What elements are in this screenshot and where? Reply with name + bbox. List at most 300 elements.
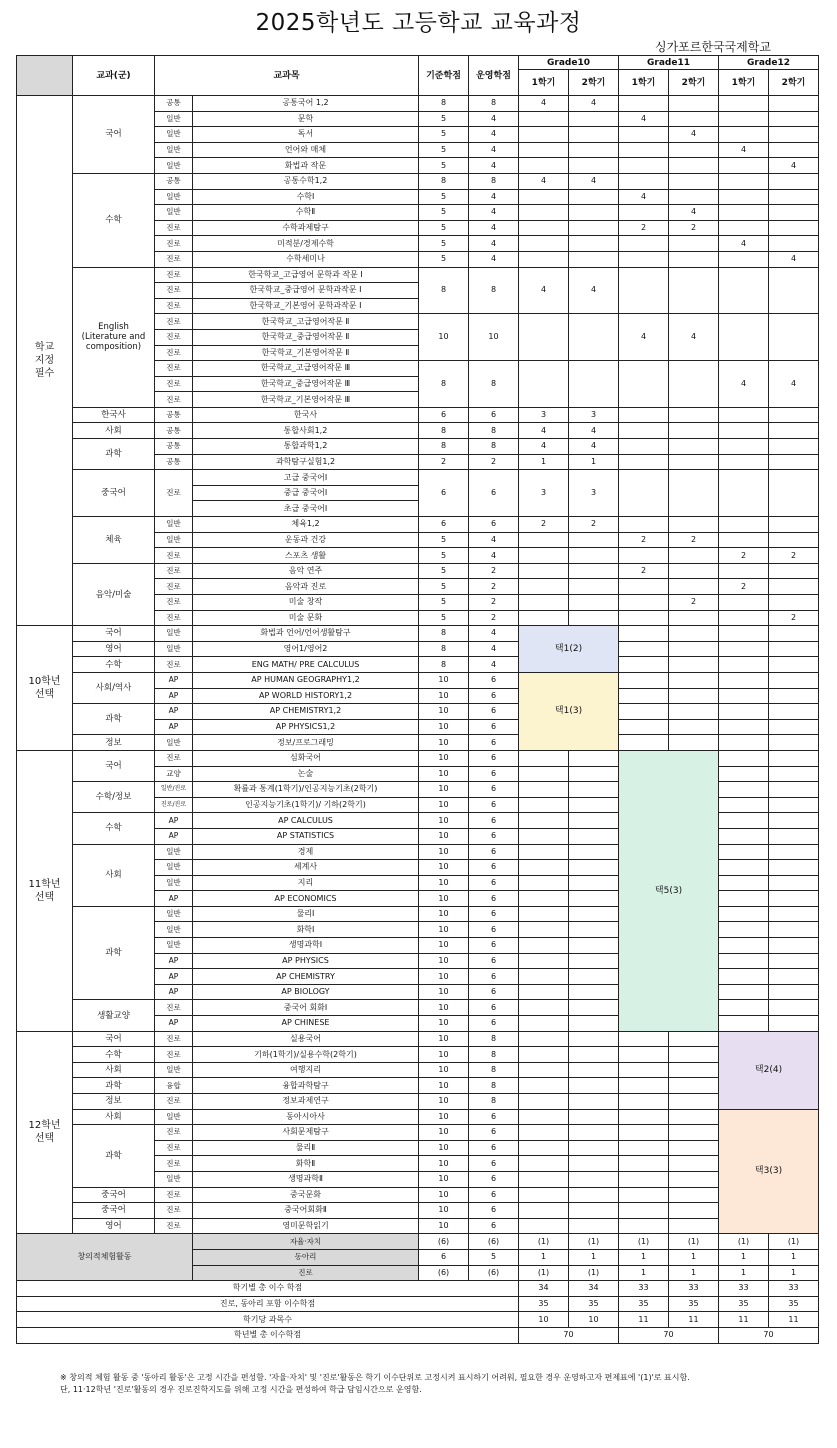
total-value: 10: [519, 1312, 569, 1328]
grade-credit: [769, 423, 819, 439]
group-english: 영어: [73, 641, 155, 657]
std-credit: 8: [419, 361, 469, 408]
std-credit: 10: [419, 1016, 469, 1032]
group-social: 사회: [73, 844, 155, 906]
course-category: AP: [155, 719, 193, 735]
course-category: 진로: [155, 563, 193, 579]
grade-credit: [669, 189, 719, 205]
op-credit: 6: [469, 797, 519, 813]
grade-credit: (1): [719, 1234, 769, 1250]
course-category: 융합: [155, 1078, 193, 1094]
grade-credit: [669, 704, 719, 720]
grade-credit: [619, 236, 669, 252]
course-group: 사회: [73, 1109, 155, 1125]
grade-credit: [769, 688, 819, 704]
grade-credit: [719, 844, 769, 860]
creative-activity-name: 진로: [193, 1265, 419, 1281]
grade-credit: [619, 127, 669, 143]
std-credit: 8: [419, 423, 469, 439]
op-credit: 6: [469, 1125, 519, 1141]
grade-credit: [569, 766, 619, 782]
grade-credit: [619, 1078, 669, 1094]
grade-credit: 4: [719, 142, 769, 158]
grade-credit: [669, 158, 719, 174]
grade-credit: [519, 766, 569, 782]
header-semester: 2학기: [769, 70, 819, 96]
std-credit: 5: [419, 236, 469, 252]
grade-credit: [769, 517, 819, 533]
total-value: 33: [619, 1281, 669, 1297]
std-credit: 8: [419, 439, 469, 455]
course-category: 진로: [155, 1094, 193, 1110]
table-row: [17, 1125, 819, 1141]
grade-credit: [619, 439, 669, 455]
grade-credit: [619, 704, 669, 720]
grade-credit: [569, 595, 619, 611]
std-credit: 5: [419, 158, 469, 174]
std-credit: 10: [419, 782, 469, 798]
op-credit: 8: [469, 439, 519, 455]
grade-credit: [519, 205, 569, 221]
table-row: [17, 470, 819, 486]
grade-credit: [719, 688, 769, 704]
std-credit: 10: [419, 1062, 469, 1078]
grade-credit: 4: [769, 251, 819, 267]
std-credit: 8: [419, 267, 469, 314]
std-credit: 10: [419, 672, 469, 688]
group-history: 한국사: [73, 407, 155, 423]
grade-credit: 2: [619, 532, 669, 548]
total-value: 70: [619, 1327, 719, 1343]
course-category: 일반: [155, 127, 193, 143]
total-value: 70: [719, 1327, 819, 1343]
grade-credit: [569, 1218, 619, 1234]
grade-credit: [519, 953, 569, 969]
course-name: 인공지능기초(1학기)/ 기하(2학기): [193, 797, 419, 813]
grade-credit: [669, 267, 719, 314]
grade-credit: [569, 142, 619, 158]
grade-credit: 1: [619, 1249, 669, 1265]
grade-credit: [669, 251, 719, 267]
grade-credit: [719, 782, 769, 798]
table-row: [17, 1031, 819, 1047]
std-credit: 6: [419, 407, 469, 423]
course-category: 일반: [155, 906, 193, 922]
course-name: 생명과학Ⅰ: [193, 938, 419, 954]
grade-credit: [519, 548, 569, 564]
course-category: AP: [155, 688, 193, 704]
op-credit: 6: [469, 517, 519, 533]
op-credit: 4: [469, 127, 519, 143]
total-value: 10: [569, 1312, 619, 1328]
grade-credit: [619, 595, 669, 611]
creative-activity-name: 자율·자치: [193, 1234, 419, 1250]
grade-credit: [619, 1218, 669, 1234]
grade-credit: [719, 470, 769, 517]
grade-credit: [719, 563, 769, 579]
grade-credit: [569, 1203, 619, 1219]
std-credit: 8: [419, 626, 469, 642]
header-blank: [17, 56, 73, 96]
grade-credit: [719, 1000, 769, 1016]
grade-credit: 4: [569, 173, 619, 189]
grade-credit: 3: [569, 407, 619, 423]
op-credit: 6: [469, 735, 519, 751]
grade-credit: [619, 1187, 669, 1203]
course-category: 진로: [155, 470, 193, 517]
grade-credit: [669, 672, 719, 688]
grade-credit: [669, 610, 719, 626]
grade-credit: [719, 891, 769, 907]
total-value: 33: [669, 1281, 719, 1297]
course-category: 일반: [155, 922, 193, 938]
course-name: AP PHYSICS1,2: [193, 719, 419, 735]
grade-credit: [619, 423, 669, 439]
table-row: [17, 750, 819, 766]
grade-credit: [519, 1171, 569, 1187]
course-category: 진로: [155, 1000, 193, 1016]
table-row: [17, 407, 819, 423]
grade-credit: [519, 984, 569, 1000]
grade-credit: [619, 688, 669, 704]
header-subject: 교과목: [155, 56, 419, 96]
table-row: [17, 1234, 819, 1250]
course-category: 진로: [155, 329, 193, 345]
course-category: 진로: [155, 345, 193, 361]
grade-credit: [519, 563, 569, 579]
grade-credit: 4: [669, 205, 719, 221]
course-name: 한국학교_기본영어작문 Ⅲ: [193, 392, 419, 408]
grade-credit: [769, 797, 819, 813]
grade-credit: [569, 782, 619, 798]
std-credit: 10: [419, 938, 469, 954]
grade-credit: [669, 579, 719, 595]
course-group: 영어: [73, 1218, 155, 1234]
std-credit: 6: [419, 1249, 469, 1265]
course-group: 정보: [73, 1094, 155, 1110]
grade-credit: 4: [569, 267, 619, 314]
grade-credit: [769, 828, 819, 844]
grade-credit: [619, 361, 669, 408]
course-name: 수학세미나: [193, 251, 419, 267]
total-value: 34: [569, 1281, 619, 1297]
grade-credit: [719, 517, 769, 533]
op-credit: 4: [469, 236, 519, 252]
grade-credit: [519, 1078, 569, 1094]
std-credit: 10: [419, 1031, 469, 1047]
grade-credit: [769, 96, 819, 112]
course-category: 진로: [155, 1218, 193, 1234]
table-row: [17, 423, 819, 439]
course-category: 진로: [155, 376, 193, 392]
op-credit: 6: [469, 906, 519, 922]
total-label: 학년별 총 이수학점: [17, 1327, 519, 1343]
group-science: 과학: [73, 704, 155, 735]
course-name: 화법과 작문: [193, 158, 419, 174]
course-name: 영미문학읽기: [193, 1218, 419, 1234]
grade-credit: [669, 142, 719, 158]
grade-credit: [519, 922, 569, 938]
std-credit: 10: [419, 750, 469, 766]
grade-credit: [669, 548, 719, 564]
grade-credit: [519, 1062, 569, 1078]
course-name: 미술 창작: [193, 595, 419, 611]
grade-credit: [569, 844, 619, 860]
std-credit: 10: [419, 891, 469, 907]
course-name: 정보/프로그래밍: [193, 735, 419, 751]
course-group: 과학: [73, 1078, 155, 1094]
grade-credit: [769, 439, 819, 455]
std-credit: 8: [419, 657, 469, 673]
grade-credit: [519, 220, 569, 236]
std-credit: 10: [419, 1187, 469, 1203]
group-social-history: 사회/역사: [73, 672, 155, 703]
grade-credit: 4: [619, 314, 669, 361]
grade-credit: [619, 1109, 669, 1125]
grade-credit: [569, 860, 619, 876]
std-credit: 10: [419, 735, 469, 751]
op-credit: 6: [469, 704, 519, 720]
group-korean: 국어: [73, 750, 155, 781]
group-math-info: 수학/정보: [73, 782, 155, 813]
grade-credit: [769, 875, 819, 891]
elective-pick-1: 택1(2): [519, 626, 619, 673]
grade-credit: [769, 953, 819, 969]
op-credit: 4: [469, 111, 519, 127]
op-credit: 6: [469, 953, 519, 969]
table-row: [17, 96, 819, 112]
grade-credit: [769, 657, 819, 673]
grade-credit: [769, 704, 819, 720]
grade-credit: [669, 1156, 719, 1172]
grade-credit: [719, 532, 769, 548]
grade-credit: 2: [769, 548, 819, 564]
course-category: 진로: [155, 314, 193, 330]
course-name: 중급 중국어Ⅰ: [193, 485, 419, 501]
course-name: 여행지리: [193, 1062, 419, 1078]
group-arts: 음악/미술: [73, 563, 155, 625]
grade-credit: [769, 579, 819, 595]
grade-credit: [669, 1140, 719, 1156]
std-credit: 10: [419, 314, 469, 361]
std-credit: 10: [419, 1171, 469, 1187]
grade-credit: (1): [569, 1234, 619, 1250]
group-chinese: 중국어: [73, 470, 155, 517]
course-category: AP: [155, 704, 193, 720]
std-credit: (6): [419, 1234, 469, 1250]
course-category: 일반: [155, 1109, 193, 1125]
grade-credit: [669, 470, 719, 517]
course-name: 동아시아사: [193, 1109, 419, 1125]
grade-credit: [669, 563, 719, 579]
grade-credit: [619, 454, 669, 470]
grade-credit: [669, 1125, 719, 1141]
op-credit: 6: [469, 875, 519, 891]
header-std-credit: 기준학점: [419, 56, 469, 96]
grade-credit: [769, 984, 819, 1000]
op-credit: 2: [469, 454, 519, 470]
course-group: 국어: [73, 1031, 155, 1047]
grade-credit: [669, 1031, 719, 1047]
total-value: 35: [519, 1296, 569, 1312]
section-grade11-elective: 11학년 선택: [17, 750, 73, 1031]
grade-credit: 1: [719, 1265, 769, 1281]
grade-credit: [519, 828, 569, 844]
course-name: ENG MATH/ PRE CALCULUS: [193, 657, 419, 673]
course-name: 물리Ⅱ: [193, 1140, 419, 1156]
course-group: 중국어: [73, 1187, 155, 1203]
grade-credit: [519, 875, 569, 891]
grade-credit: [519, 1047, 569, 1063]
total-value: 33: [769, 1281, 819, 1297]
grade-credit: [619, 205, 669, 221]
elective-pick-4: 택2(4): [719, 1031, 819, 1109]
course-name: 과학탐구실험1,2: [193, 454, 419, 470]
header-op-credit: 운영학점: [469, 56, 519, 96]
grade-credit: [719, 251, 769, 267]
grade-credit: [769, 813, 819, 829]
header-grade12: Grade12: [719, 56, 819, 70]
course-name: AP CHINESE: [193, 1016, 419, 1032]
group-science: 과학: [73, 1125, 155, 1187]
course-name: 독서: [193, 127, 419, 143]
grade-credit: [619, 158, 669, 174]
op-credit: 6: [469, 828, 519, 844]
op-credit: (6): [469, 1234, 519, 1250]
std-credit: 10: [419, 1047, 469, 1063]
std-credit: 5: [419, 251, 469, 267]
grade-credit: [519, 142, 569, 158]
grade-credit: [569, 891, 619, 907]
std-credit: 10: [419, 688, 469, 704]
course-category: 일반: [155, 844, 193, 860]
course-name: AP PHYSICS: [193, 953, 419, 969]
grade-credit: [719, 953, 769, 969]
grade-credit: 3: [569, 470, 619, 517]
grade-credit: [619, 610, 669, 626]
table-row: [17, 1094, 819, 1110]
course-name: 한국학교_기본영어작문 Ⅱ: [193, 345, 419, 361]
elective-pick-2: 택1(3): [519, 672, 619, 750]
course-name: AP CHEMISTRY: [193, 969, 419, 985]
course-name: 초급 중국어Ⅰ: [193, 501, 419, 517]
table-row: [17, 1203, 819, 1219]
creative-activity-name: 동아리: [193, 1249, 419, 1265]
std-credit: 5: [419, 532, 469, 548]
course-name: 한국학교_중급영어작문 Ⅱ: [193, 329, 419, 345]
table-row: [17, 672, 819, 688]
course-category: 진로: [155, 750, 193, 766]
grade-credit: [669, 96, 719, 112]
grade-credit: 4: [669, 127, 719, 143]
table-row: [17, 1187, 819, 1203]
course-name: 한국사: [193, 407, 419, 423]
grade-credit: [569, 1125, 619, 1141]
course-name: 융합과학탐구: [193, 1078, 419, 1094]
grade-credit: [719, 735, 769, 751]
course-name: 공통국어 1,2: [193, 96, 419, 112]
table-row: [17, 1327, 819, 1343]
course-category: 진로/진로: [155, 797, 193, 813]
op-credit: 4: [469, 158, 519, 174]
grade-credit: [519, 1203, 569, 1219]
grade-credit: [519, 782, 569, 798]
grade-credit: [719, 906, 769, 922]
section-grade12-elective: 12학년 선택: [17, 1031, 73, 1234]
grade-credit: [519, 1016, 569, 1032]
std-credit: 10: [419, 953, 469, 969]
grade-credit: [769, 719, 819, 735]
op-credit: 6: [469, 1218, 519, 1234]
course-category: 진로: [155, 610, 193, 626]
grade-credit: 1: [769, 1265, 819, 1281]
course-name: 한국학교_고급영어 문학과 작문 Ⅰ: [193, 267, 419, 283]
grade-credit: [519, 251, 569, 267]
grade-credit: [719, 657, 769, 673]
std-credit: 10: [419, 1203, 469, 1219]
grade-credit: 2: [669, 595, 719, 611]
total-value: 11: [769, 1312, 819, 1328]
grade-credit: [619, 1062, 669, 1078]
std-credit: 10: [419, 719, 469, 735]
grade-credit: [519, 236, 569, 252]
course-category: 일반: [155, 517, 193, 533]
course-group: 중국어: [73, 1203, 155, 1219]
grade-credit: [719, 127, 769, 143]
grade-credit: [569, 1016, 619, 1032]
grade-credit: [619, 641, 669, 657]
grade-credit: [769, 314, 819, 361]
std-credit: 10: [419, 1094, 469, 1110]
op-credit: 4: [469, 657, 519, 673]
course-category: AP: [155, 828, 193, 844]
grade-credit: 4: [769, 361, 819, 408]
total-value: 33: [719, 1281, 769, 1297]
op-credit: 8: [469, 96, 519, 112]
grade-credit: [569, 158, 619, 174]
course-category: 일반: [155, 532, 193, 548]
page-title: 2025학년도 고등학교 교육과정: [255, 10, 582, 36]
grade-credit: [719, 189, 769, 205]
grade-credit: [619, 267, 669, 314]
course-name: 한국학교_중급영어작문 Ⅲ: [193, 376, 419, 392]
header-semester: 1학기: [619, 70, 669, 96]
op-credit: 6: [469, 766, 519, 782]
grade-credit: [569, 127, 619, 143]
grade-credit: [669, 1109, 719, 1125]
course-category: 일반: [155, 205, 193, 221]
grade-credit: [719, 875, 769, 891]
std-credit: 10: [419, 766, 469, 782]
table-row: [17, 56, 819, 70]
grade-credit: [569, 969, 619, 985]
grade-credit: [719, 719, 769, 735]
course-name: 세계사: [193, 860, 419, 876]
grade-credit: 1: [669, 1265, 719, 1281]
grade-credit: (1): [519, 1234, 569, 1250]
course-name: 물리Ⅰ: [193, 906, 419, 922]
course-category: 일반: [155, 189, 193, 205]
grade-credit: [619, 657, 669, 673]
std-credit: 6: [419, 470, 469, 517]
grade-credit: [519, 844, 569, 860]
op-credit: 4: [469, 532, 519, 548]
course-category: 일반: [155, 875, 193, 891]
std-credit: 5: [419, 220, 469, 236]
grade-credit: [769, 844, 819, 860]
grade-credit: [519, 595, 569, 611]
op-credit: 6: [469, 1187, 519, 1203]
